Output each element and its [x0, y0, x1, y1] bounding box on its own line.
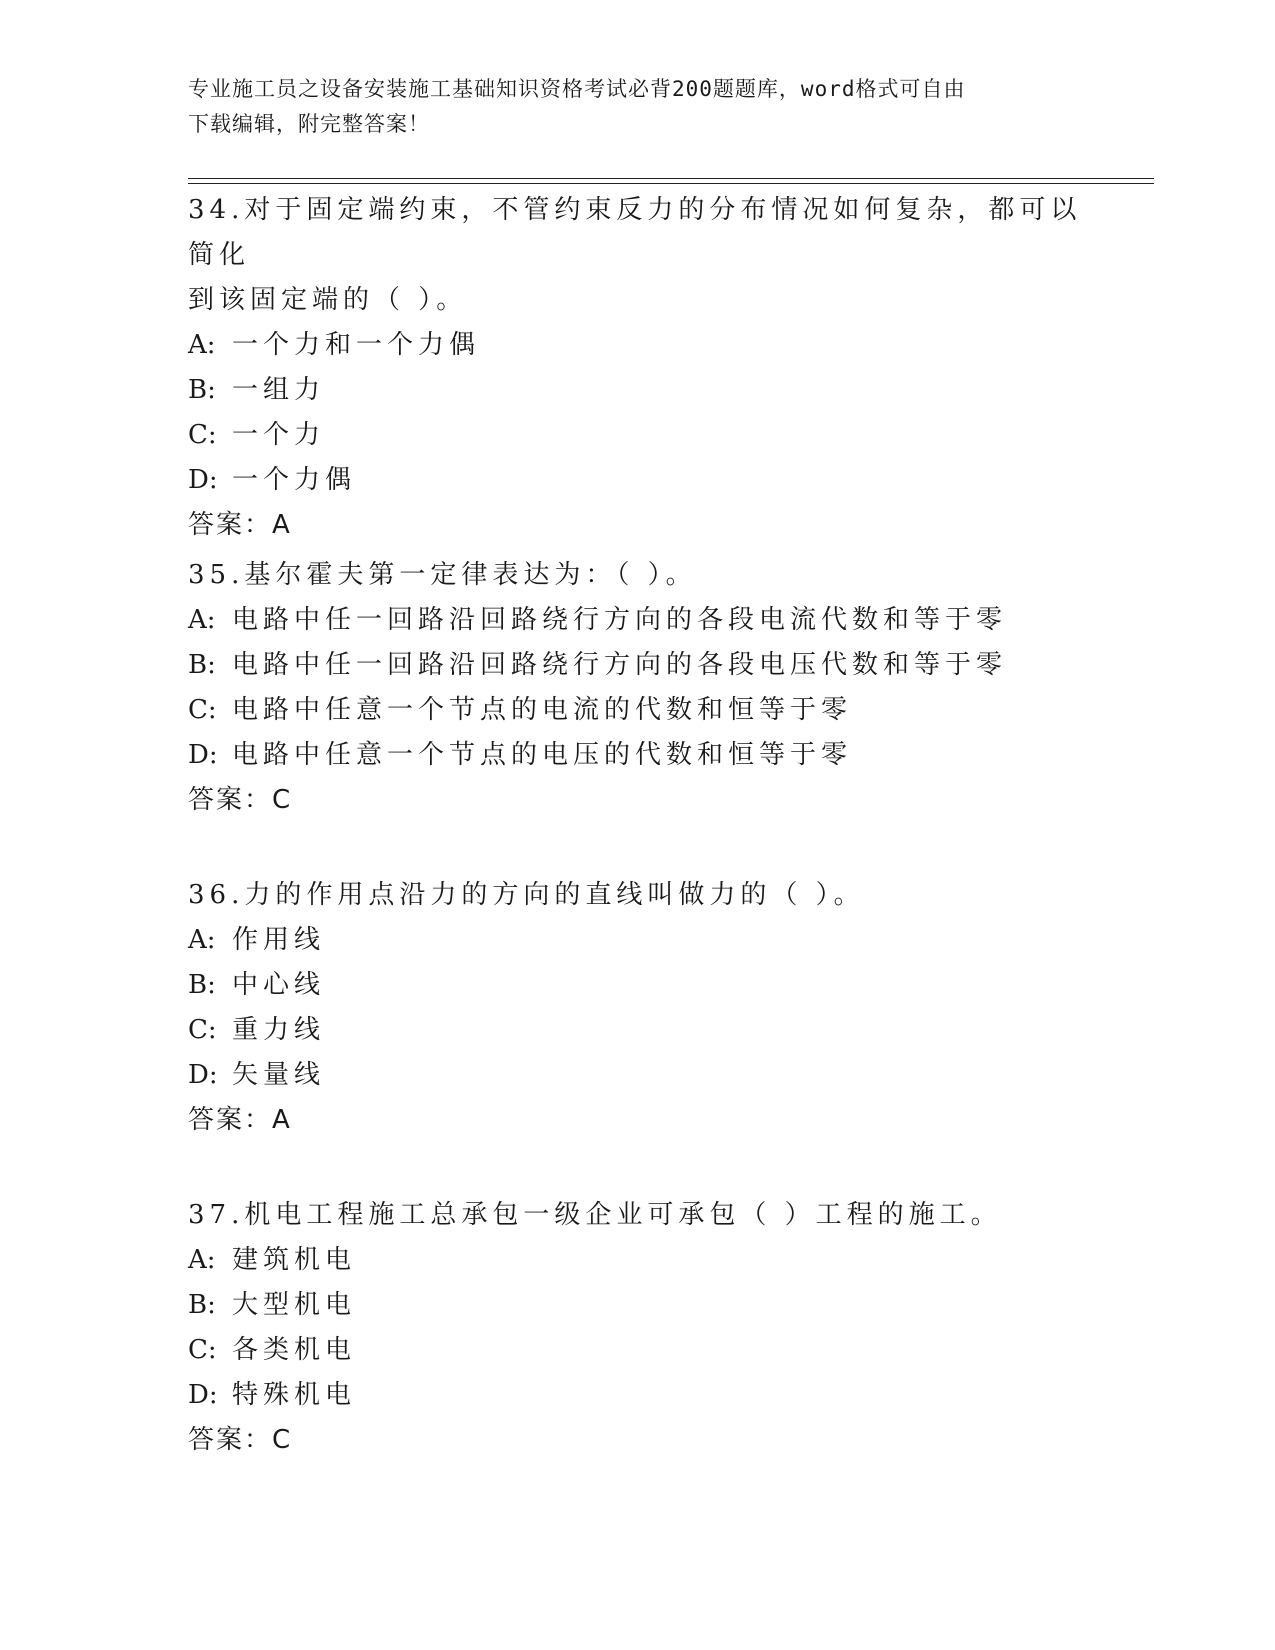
option-b: [188, 963, 1088, 1008]
option-text: 作用线: [232, 925, 326, 955]
question-37: [188, 1193, 1088, 1463]
question-35: [188, 553, 1088, 823]
option-b: [188, 643, 1088, 688]
option-b: [188, 1283, 1088, 1328]
option-text: 电路中任意一个节点的电压的代数和恒等于零: [232, 740, 853, 770]
option-text: 一个力和一个力偶: [232, 330, 481, 360]
question-stem: 37.机电工程施工总承包一级企业可承包（ ）工程的施工。: [188, 1200, 1002, 1230]
option-c: [188, 413, 1088, 458]
option-text: 电路中任一回路沿回路绕行方向的各段电流代数和等于零: [232, 605, 1008, 635]
answer: 答案：A: [188, 1105, 292, 1135]
option-d: [188, 1053, 1088, 1098]
option-key: B:: [188, 970, 216, 1000]
option-text: 电路中任意一个节点的电流的代数和恒等于零: [232, 695, 853, 725]
option-text: 建筑机电: [232, 1245, 357, 1275]
option-key: B:: [188, 375, 216, 405]
option-text: 矢量线: [232, 1060, 326, 1090]
option-key: C:: [188, 420, 217, 450]
option-a: [188, 323, 1088, 368]
option-b: [188, 368, 1088, 413]
question-stem-continued: 到该固定端的（ ）。: [188, 285, 468, 315]
option-text: 一组力: [232, 375, 326, 405]
option-key: D:: [188, 1380, 218, 1410]
question-36: [188, 873, 1088, 1143]
option-text: 一个力: [232, 420, 326, 450]
option-text: 重力线: [232, 1015, 326, 1045]
option-key: A:: [188, 330, 216, 360]
answer: 答案：C: [188, 1425, 293, 1455]
option-d: [188, 733, 1088, 778]
option-key: C:: [188, 1335, 217, 1365]
option-text: 一个力偶: [232, 465, 357, 495]
option-c: [188, 1328, 1088, 1373]
option-key: B:: [188, 1290, 216, 1320]
option-a: [188, 598, 1088, 643]
header-divider-bottom: [188, 183, 1154, 184]
document-header: [188, 72, 1068, 142]
option-c: [188, 1008, 1088, 1053]
header-divider-top: [188, 178, 1154, 179]
option-d: [188, 458, 1088, 503]
question-stem: 36.力的作用点沿力的方向的直线叫做力的（ ）。: [188, 880, 865, 910]
answer: 答案：C: [188, 785, 293, 815]
option-text: 大型机电: [232, 1290, 357, 1320]
option-key: C:: [188, 1015, 217, 1045]
question-stem: 35.基尔霍夫第一定律表达为：（ ）。: [188, 560, 697, 590]
option-key: B:: [188, 650, 216, 680]
option-key: A:: [188, 605, 216, 635]
option-a: [188, 1238, 1088, 1283]
option-key: C:: [188, 695, 217, 725]
option-text: 各类机电: [232, 1335, 357, 1365]
option-text: 中心线: [232, 970, 326, 1000]
option-a: [188, 918, 1088, 963]
answer: 答案：A: [188, 510, 292, 540]
option-key: D:: [188, 740, 218, 770]
question-34: [188, 188, 1088, 548]
header-title-line2: 下载编辑，附完整答案！: [188, 112, 430, 136]
question-stem: 34.对于固定端约束，不管约束反力的分布情况如何复杂，都可以简化: [188, 195, 1082, 270]
option-text: 特殊机电: [232, 1380, 357, 1410]
option-key: A:: [188, 925, 216, 955]
option-d: [188, 1373, 1088, 1418]
option-key: D:: [188, 465, 218, 495]
header-title-line1: 专业施工员之设备安装施工基础知识资格考试必背200题题库，word格式可自由: [188, 77, 966, 101]
option-text: 电路中任一回路沿回路绕行方向的各段电压代数和等于零: [232, 650, 1008, 680]
option-key: A:: [188, 1245, 216, 1275]
option-c: [188, 688, 1088, 733]
option-key: D:: [188, 1060, 218, 1090]
